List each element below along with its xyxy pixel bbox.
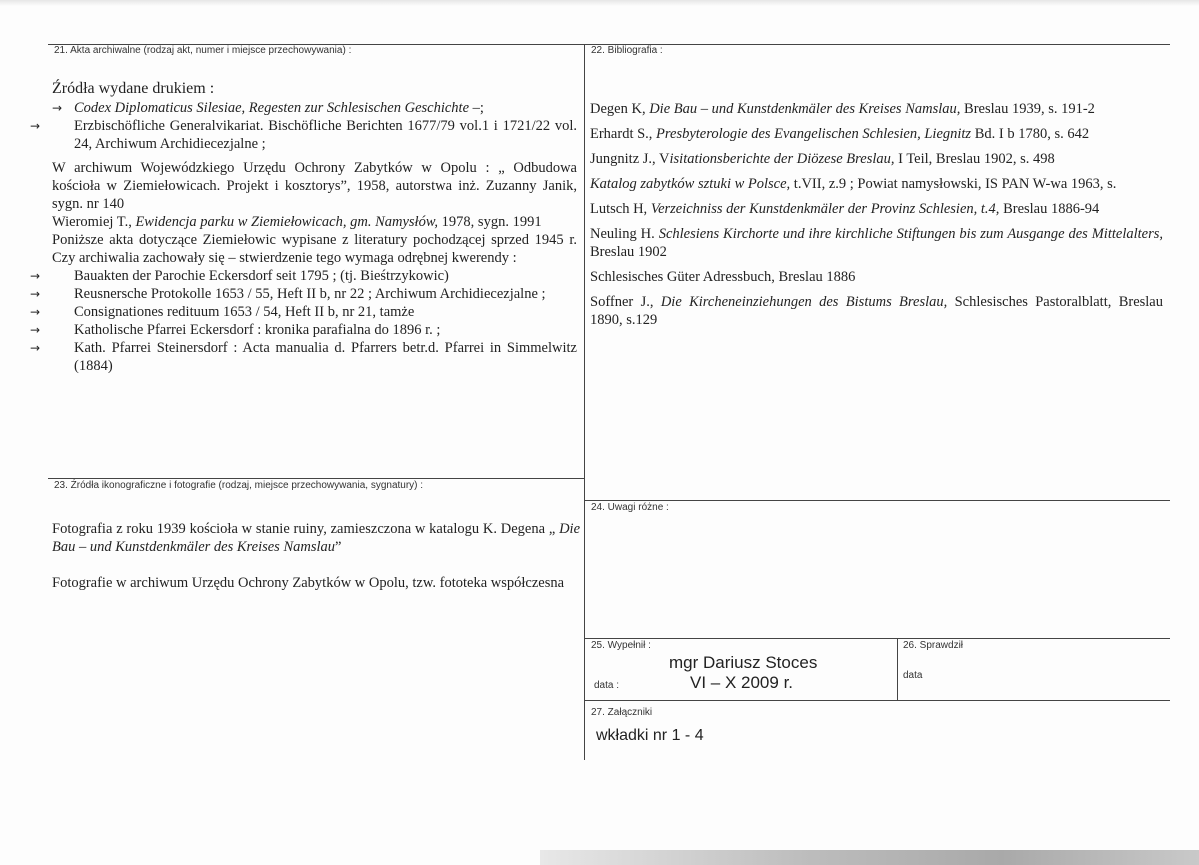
rule-sec23 [48, 478, 585, 479]
archive-paragraph-1: W archiwum Wojewódzkiego Urzędu Ochrony Zabytków w Opolu : „ Odbudowa kościoła w Ziemiełowicach. Projekt i kosztorys”, 1958, autorstwa inż. Zuzanny Janik, sygn. nr 140 [52, 160, 577, 212]
sec26-date-label: data [903, 670, 923, 681]
list-item: → Katholische Pfarrei Eckersdorf : kronika parafialna do 1896 r. ; [30, 322, 441, 338]
arrow-icon: → [30, 305, 41, 319]
sec25-date-label: data : [594, 680, 620, 691]
sec27-label: 27. Załączniki [591, 707, 653, 718]
bibliography-list [590, 100, 1163, 336]
list-item: → Bauakten der Parochie Eckersdorf seit 1795 ; (tj. Bieśtrzykowic) [30, 268, 449, 284]
sec21-content [30, 80, 577, 375]
rule-sec24 [584, 500, 1170, 501]
bib-entry: Erhardt S., Presbyterologie des Evangelischen Schlesien, Liegnitz Bd. I b 1780, s. 642 [590, 126, 1090, 142]
rule-sec27 [584, 700, 1170, 701]
sec21-label: 21. Akta archiwalne (rodzaj akt, numer i miejsce przechowywania) : [54, 45, 352, 56]
arrow-icon: → [30, 323, 41, 337]
photo-paragraph-1: Fotografia z roku 1939 kościoła w stanie ruiny, zamieszczona w katalogu K. Degena „ Die Bau – und Kunstdenkmäler des Kreises Namslau” [52, 521, 580, 555]
sec26-label: 26. Sprawdził [903, 640, 964, 651]
photo-paragraph-2: Fotografie w archiwum Urzędu Ochrony Zabytków w Opolu, tzw. fototeka współczesna [52, 575, 565, 591]
arrow-icon: → [30, 269, 41, 283]
arrow-icon: → [52, 101, 63, 115]
bib-entry: Jungnitz J., Visitationsberichte der Diözese Breslau, I Teil, Breslau 1902, s. 498 [590, 151, 1055, 167]
arrow-icon: → [30, 287, 41, 301]
bib-entry: Neuling H. Schlesiens Kirchorte und ihre kirchliche Stiftungen bis zum Ausgange des Mittelalters, Breslau 1902 [590, 226, 1164, 260]
bib-entry: Schlesisches Güter Adressbuch, Breslau 1886 [590, 269, 856, 285]
sec25-label: 25. Wypełnił : [591, 640, 651, 651]
scan-edge-top [0, 0, 1199, 6]
list-item: → Reusnersche Protokolle 1653 / 55, Heft II b, nr 22 ; Archiwum Archidiecezjalne ; [30, 286, 546, 302]
archive-paragraph-3: Poniższe akta dotyczące Ziemiełowic wypisane z literatury pochodzącej sprzed 1945 r. Czy archiwalia zachowały się – stwierdzenie tego wymaga odrębnej kwerendy : [52, 232, 577, 266]
rule-sec25 [584, 638, 1170, 639]
scan-edge-bottom [540, 850, 1199, 865]
printed-item-1: → Codex Diplomaticus Silesiae, Regesten zur Schlesischen Geschichte –; [52, 100, 484, 116]
bib-entry: Soffner J., Die Kircheneinziehungen des Bistums Breslau, Schlesisches Pastoralblatt, Breslau 1890, s.129 [590, 294, 1163, 328]
bib-entry: Degen K, Die Bau – und Kunstdenkmäler des Kreises Namslau, Breslau 1939, s. 191-2 [590, 101, 1095, 117]
archive-paragraph-2: Wieromiej T., Ewidencja parku w Ziemiełowicach, gm. Namysłów, 1978, sygn. 1991 [52, 214, 542, 230]
sec24-label: 24. Uwagi różne : [591, 502, 669, 513]
list-item: → Consignationes redituum 1653 / 54, Heft II b, nr 21, tamże [30, 304, 415, 320]
divider-25-26 [897, 638, 898, 700]
bib-entry: Lutsch H, Verzeichniss der Kunstdenkmäler der Provinz Schlesien, t.4, Breslau 1886-94 [590, 201, 1100, 217]
sec22-label: 22. Bibliografia : [591, 45, 663, 56]
filled-by-name: mgr Dariusz Stoces [669, 653, 818, 672]
arrow-icon: → [30, 119, 41, 133]
attachments-value: wkładki nr 1 - 4 [596, 727, 704, 744]
list-item: → Kath. Pfarrei Steinersdorf : Acta manualia d. Pfarrers betr.d. Pfarrei in Simmelwitz (1884) [30, 340, 577, 374]
printed-item-2: → Erzbischöfliche Generalvikariat. Bischöfliche Berichten 1677/79 vol.1 i 1721/22 vol. 24, Archiwum Archidiecezjalne ; [30, 118, 577, 152]
sec23-content [52, 520, 580, 592]
center-divider [584, 44, 585, 760]
arrow-icon: → [30, 341, 41, 355]
sec23-label: 23. Źródła ikonograficzne i fotografie (rodzaj, miejsce przechowywania, sygnatury) : [54, 480, 424, 491]
printed-sources-heading: Źródła wydane drukiem : [52, 80, 215, 97]
filled-date: VI – X 2009 r. [690, 673, 794, 692]
bib-entry: Katalog zabytków sztuki w Polsce, t.VII, z.9 ; Powiat namysłowski, IS PAN W-wa 1963, s. [590, 176, 1117, 192]
